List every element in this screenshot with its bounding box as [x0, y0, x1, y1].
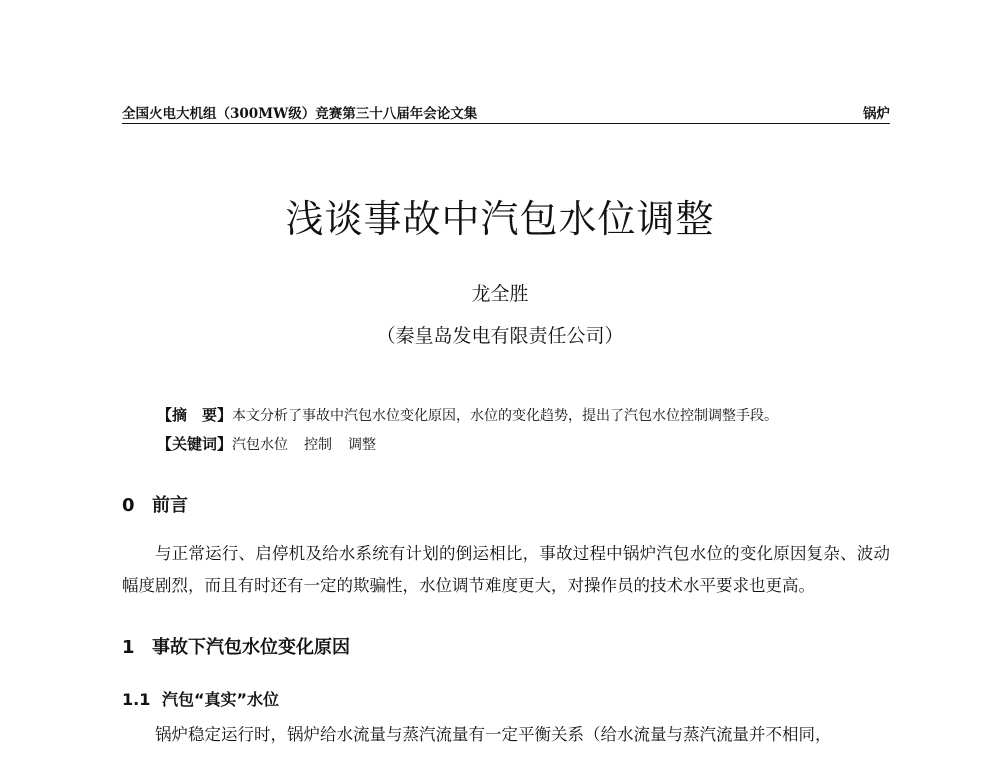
section-title: 汽包“真实”水位	[162, 690, 280, 709]
section-number: 1	[122, 637, 135, 658]
header-section-name: 锅炉	[863, 106, 890, 122]
section-heading-0	[122, 491, 188, 517]
section-heading-1	[122, 633, 350, 659]
abstract	[157, 404, 778, 425]
section-title: 前言	[152, 495, 188, 516]
keyword: 控制	[304, 437, 333, 453]
section-number: 0	[122, 495, 135, 516]
section-paragraph: 与正常运行、启停机及给水系统有计划的倒运相比，事故过程中锅炉汽包水位的变化原因复杂、波动幅度剧烈，而且有时还有一定的欺骗性，水位调节难度更大，对操作员的技术水平要求也更高。	[122, 544, 890, 595]
section-title: 事故下汽包水位变化原因	[152, 637, 350, 658]
paper-title: 浅谈事故中汽包水位调整	[285, 197, 715, 241]
header-proceedings-title: 全国火电大机组（300MW级）竞赛第三十八届年会论文集	[122, 106, 478, 122]
keywords	[157, 433, 392, 454]
subsection-heading-1-1	[122, 687, 279, 710]
abstract-label: 【摘 要】	[157, 406, 233, 424]
running-header	[122, 100, 890, 124]
section-number: 1.1	[122, 690, 151, 709]
keyword: 汽包水位	[232, 437, 289, 453]
keywords-label: 【关键词】	[157, 435, 233, 453]
abstract-text: 本文分析了事故中汽包水位变化原因，水位的变化趋势，提出了汽包水位控制调整手段。	[232, 408, 779, 424]
header-rule	[122, 123, 890, 124]
keyword: 调整	[348, 437, 377, 453]
author-affiliation: （秦皇岛发电有限责任公司）	[376, 325, 624, 347]
section-paragraph: 锅炉稳定运行时，锅炉给水流量与蒸汽流量有一定平衡关系（给水流量与蒸汽流量并不相同，	[155, 725, 832, 744]
author-name: 龙全胜	[471, 283, 529, 305]
